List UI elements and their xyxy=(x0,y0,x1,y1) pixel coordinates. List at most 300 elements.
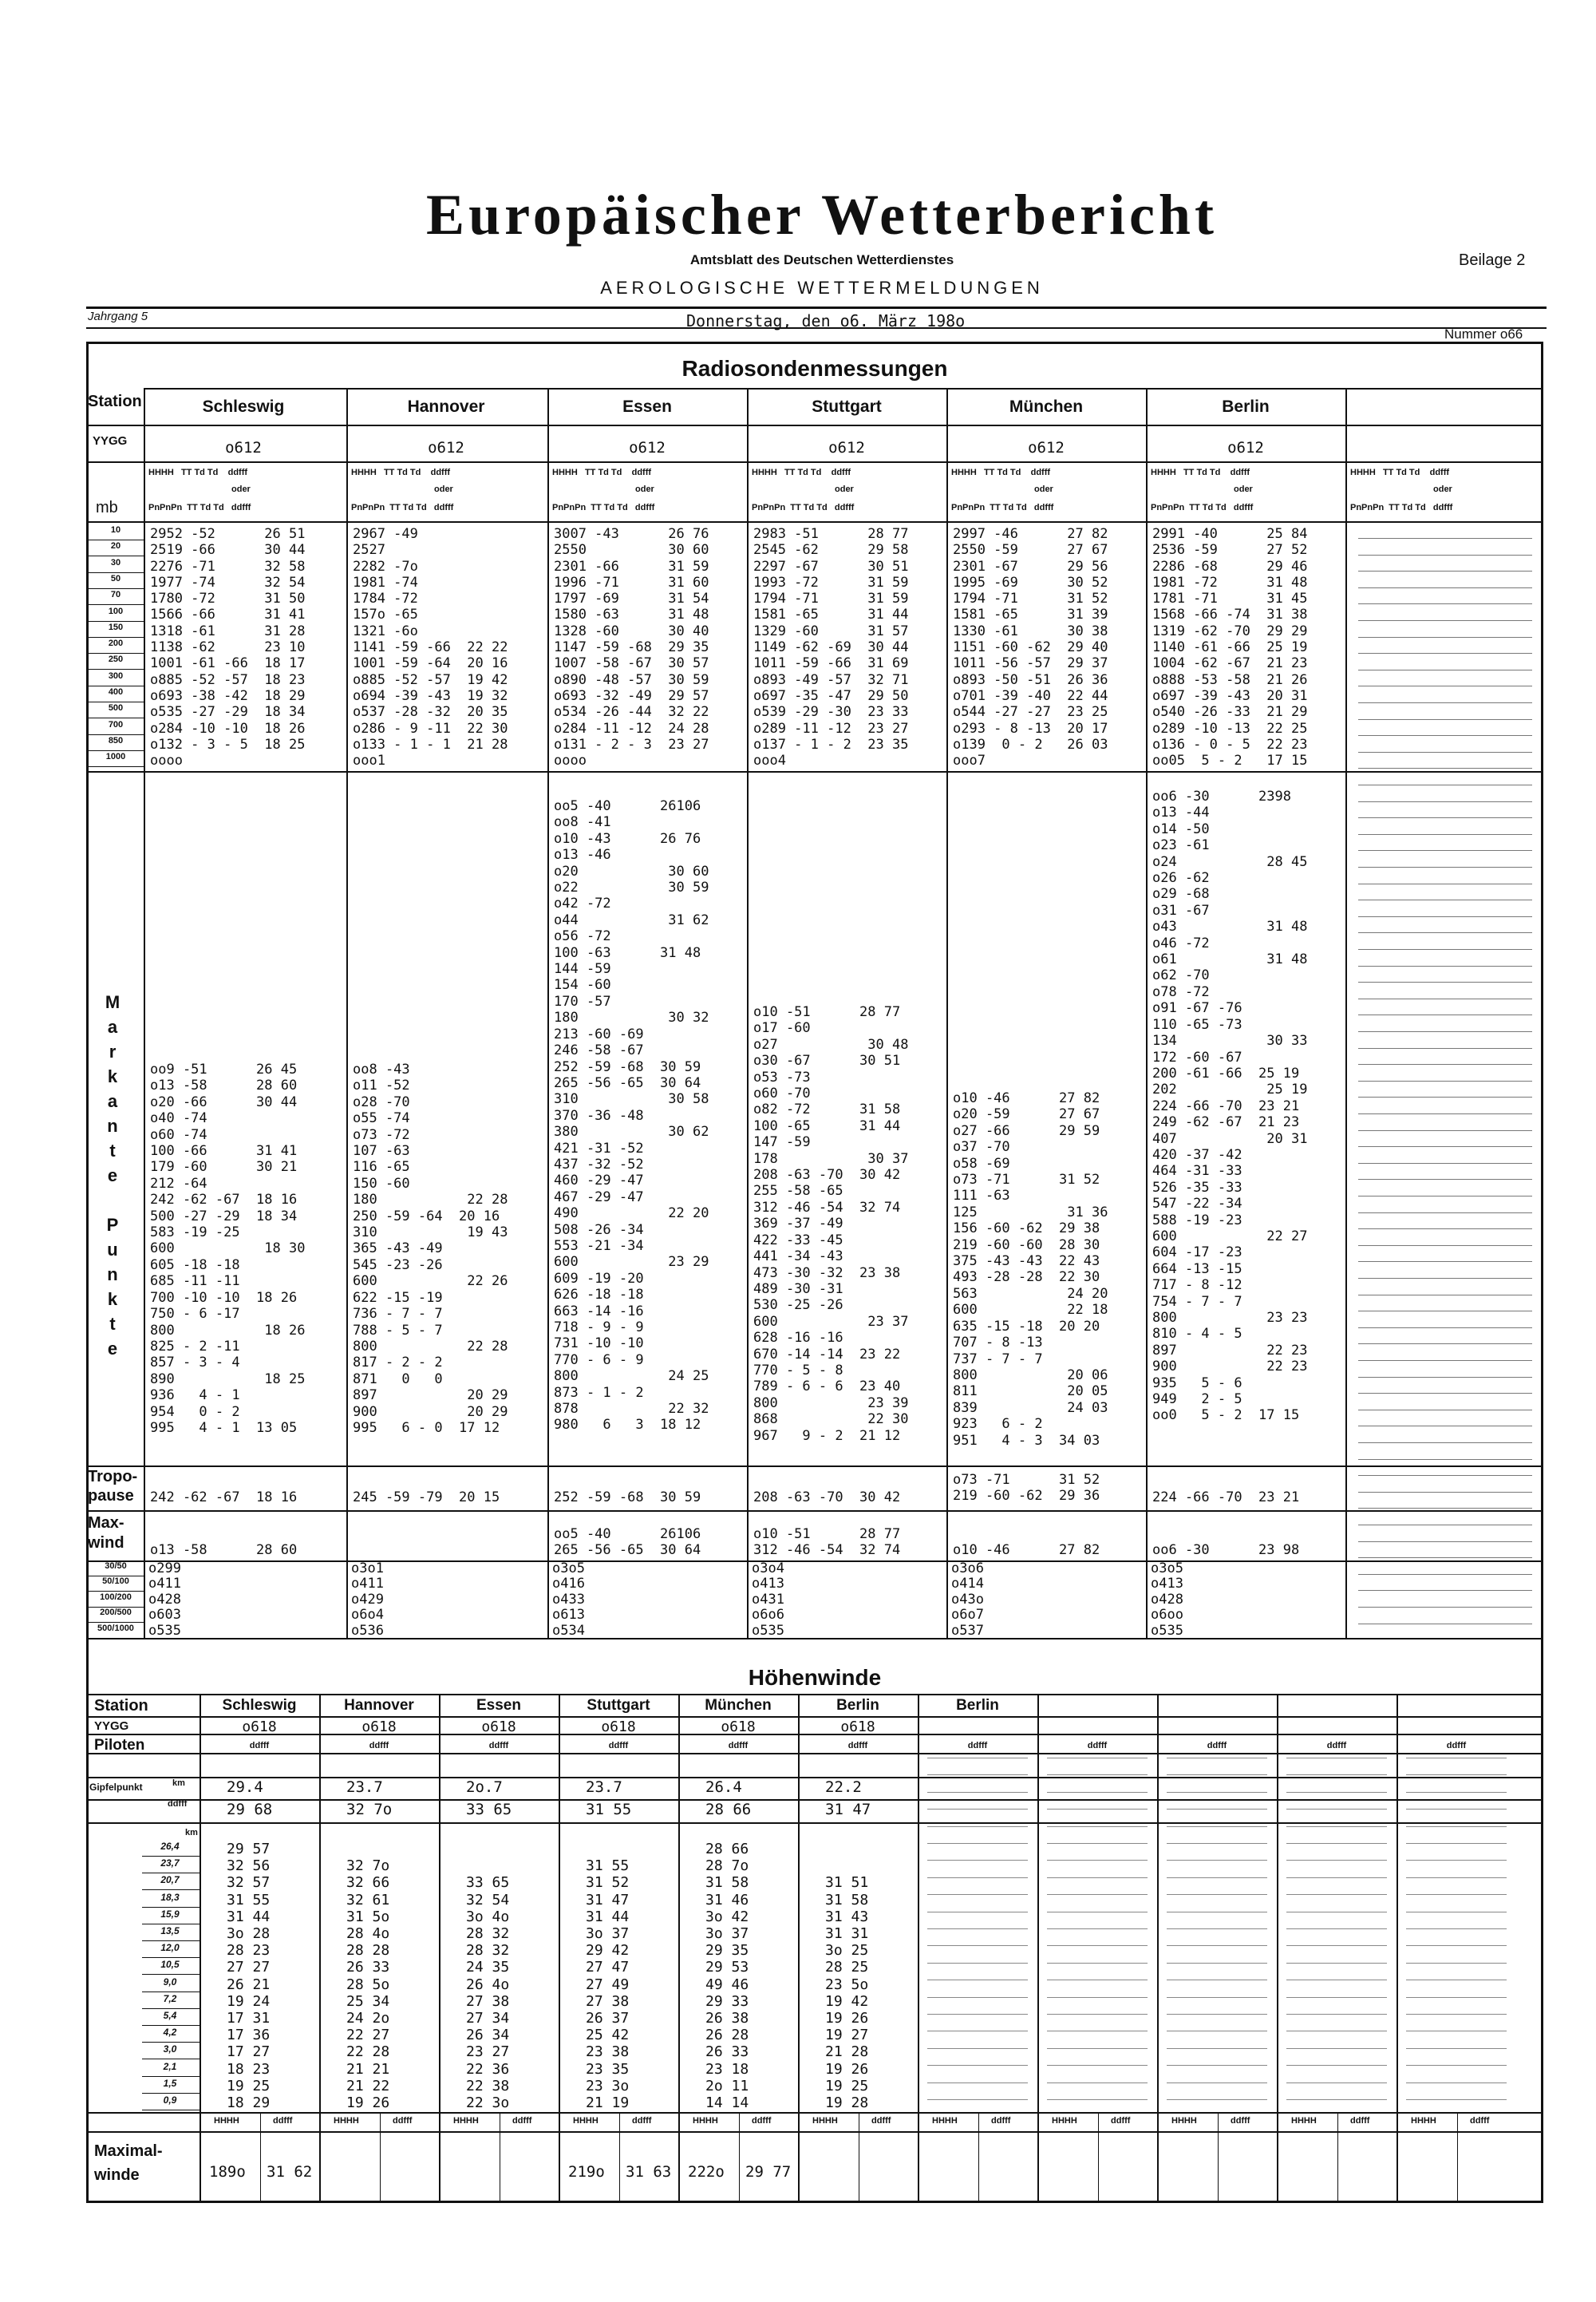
w-station-label: Station xyxy=(94,1697,148,1715)
empty-dash xyxy=(1358,1459,1532,1460)
rule-top xyxy=(86,307,1547,309)
empty-dash xyxy=(1047,1877,1148,1878)
ddfff-header: ddfff xyxy=(1350,2116,1370,2126)
level-label: 1000 xyxy=(105,752,126,762)
maxwind-values: oo5 -40 26106 265 -56 -65 30 64 xyxy=(554,1526,701,1559)
empty-dash xyxy=(927,1877,1028,1878)
std-level-values: 2997 -46 27 82 2550 -59 27 67 2301 -67 29 56 1995 -69 30 52 1794 -71 31 52 1581 -65 31 39 1330 -61 30 38 1151 -60 -62 29 40 1011 -56 -57 29 37 o893 -50 -51 26 36 o701 -39 -40 22 44 o544 -27 -27 23 25 o293 - 8 -13 20 17 o139 0 - 2 26 03 ooo7 xyxy=(953,526,1108,769)
empty-dash xyxy=(1286,1792,1387,1793)
empty-dash xyxy=(1047,1792,1148,1793)
empty-dash xyxy=(1047,1928,1148,1929)
col-head: PnPnPn TT Td Td ddfff xyxy=(148,503,251,512)
hhhh-header: HHHH xyxy=(1171,2116,1197,2126)
gipfel-km: 23.7 xyxy=(346,1778,383,1796)
level-label: 30 xyxy=(110,557,121,568)
rule xyxy=(142,1856,200,1857)
w-yygg-value: o618 xyxy=(840,1719,875,1735)
col-divider xyxy=(1157,1694,1159,2203)
ddfff-header: ddfff xyxy=(1470,2116,1490,2126)
level-label: 700 xyxy=(108,719,124,730)
rule xyxy=(86,669,144,670)
gipfel-dd: 31 47 xyxy=(825,1801,871,1818)
empty-dash xyxy=(1358,850,1532,851)
empty-dash xyxy=(1358,1228,1532,1229)
rule xyxy=(142,2025,200,2026)
ddfff-header: ddfff xyxy=(512,2116,532,2126)
empty-dash xyxy=(1406,1792,1507,1793)
col-head: oder xyxy=(835,485,854,494)
thickness-values: o3o5 o416 o433 o613 o534 xyxy=(552,1560,585,1639)
empty-dash xyxy=(1406,2099,1507,2100)
empty-dash xyxy=(1286,1945,1387,1946)
w-station-name: Hannover xyxy=(344,1697,414,1714)
thickness-label: 30/50 xyxy=(105,1561,127,1571)
empty-dash xyxy=(1286,1860,1387,1861)
empty-dash xyxy=(1358,1261,1532,1262)
rule xyxy=(86,1694,1543,1695)
empty-dash xyxy=(1358,801,1532,802)
rule xyxy=(86,1753,1543,1754)
empty-dash xyxy=(1358,1557,1532,1558)
km-level: 12,0 xyxy=(160,1942,180,1954)
col-head: PnPnPn TT Td Td ddfff xyxy=(351,503,454,512)
ddfff-header: ddfff xyxy=(1231,2116,1250,2126)
empty-dash xyxy=(1167,1894,1267,1895)
markante-values: oo5 -40 26106 oo8 -41 o10 -43 26 76 o13 -46 o20 30 60 o22 30 59 o42 -72 o44 31 62 o56 -72 100 -63 31 48 144 -59 154 -60 170 -57 180 30 32 213 -60 -69 246 -58 -67 252 -59 -68 30 59 265 -56 -65 30 64 310 30 58 370 -36 -48 380 30 62 421 -31 -52 437 -32 -52 460 -29 -47 467 -29 -47 490 22 20 508 -26 -34 553 -21 -34 600 23 29 609 -19 -20 626 -18 -18 663 -14 -16 718 - 9 - 9 731 -10 -10 770 - 6 - 9 800 24 25 873 - 1 - 2 878 22 32 980 6 3 18 12 xyxy=(554,798,709,1434)
empty-dash xyxy=(1358,916,1532,917)
ddfff-header: ddfff xyxy=(1326,1741,1347,1750)
hhhh-header: HHHH xyxy=(214,2116,239,2126)
empty-dash xyxy=(927,1792,1028,1793)
col-divider xyxy=(946,388,948,1638)
maximal-label: Maximal- winde xyxy=(94,2142,163,2184)
rule xyxy=(86,750,144,751)
wind-values: 31 55 31 52 31 47 31 44 3o 37 29 42 27 47 27 49 27 38 26 37 25 42 23 38 23 35 23 3o 21 19 xyxy=(586,1857,630,2112)
empty-dash xyxy=(1406,1860,1507,1861)
empty-dash xyxy=(1047,2099,1148,2100)
yygg-label: YYGG xyxy=(93,434,128,448)
wind-values: 28 66 28 7o 31 58 31 46 3o 42 3o 37 29 35 29 53 49 46 29 33 26 38 26 28 26 33 23 18 2o 11 14 14 xyxy=(705,1841,749,2112)
empty-dash xyxy=(1167,1826,1267,1827)
col-divider xyxy=(1345,388,1347,1638)
km-level: 0,9 xyxy=(163,2094,177,2106)
hhhh-header: HHHH xyxy=(573,2116,598,2126)
gipfel-dd: 31 55 xyxy=(586,1801,632,1818)
hhhh-header: HHHH xyxy=(932,2116,958,2126)
col-head: PnPnPn TT Td Td ddfff xyxy=(752,503,855,512)
rule xyxy=(142,2042,200,2043)
empty-dash xyxy=(1286,2014,1387,2015)
ddfff-header: ddfff xyxy=(1087,1741,1108,1750)
empty-dash xyxy=(1406,2014,1507,2015)
km-level: 23,7 xyxy=(160,1857,180,1869)
empty-dash xyxy=(1286,1997,1387,1998)
wind-values: 32 7o 32 66 32 61 31 5o 28 4o 28 28 26 33 28 5o 25 34 24 2o 22 27 22 28 21 21 21 22 19 26 xyxy=(346,1857,390,2112)
empty-dash xyxy=(1047,1860,1148,1861)
empty-dash xyxy=(927,1826,1028,1827)
empty-dash xyxy=(1167,2048,1267,2049)
empty-dash xyxy=(1358,653,1532,654)
yygg-value: o612 xyxy=(1028,439,1065,457)
tropo-values: 242 -62 -67 18 16 xyxy=(150,1489,298,1505)
thickness-values: o299 o411 o428 o603 o535 xyxy=(148,1560,181,1639)
tropo-values: 224 -66 -70 23 21 xyxy=(1152,1489,1300,1505)
yygg-value: o612 xyxy=(629,439,666,457)
empty-dash xyxy=(1167,1877,1267,1878)
gipfel-dd: 32 7o xyxy=(346,1801,393,1818)
empty-dash xyxy=(1358,834,1532,835)
empty-dash xyxy=(1286,2065,1387,2066)
page-title: Europäischer Wetterbericht xyxy=(426,183,1218,247)
rule xyxy=(86,425,1543,426)
maxwind-values: o10 -46 27 82 xyxy=(953,1542,1100,1558)
col-divider xyxy=(798,1694,800,2203)
rule xyxy=(142,1974,200,1975)
level-label: 10 xyxy=(110,525,121,535)
level-label: 300 xyxy=(108,670,124,681)
empty-dash xyxy=(1358,735,1532,736)
level-label: 400 xyxy=(108,687,124,697)
empty-dash xyxy=(1358,1245,1532,1246)
empty-dash xyxy=(1358,867,1532,868)
ddfff-header: ddfff xyxy=(632,2116,652,2126)
subtitle: Amtsblatt des Deutschen Wetterdienstes xyxy=(689,252,954,267)
rule xyxy=(144,388,1543,390)
empty-dash xyxy=(927,1997,1028,1998)
km-level: 2,1 xyxy=(163,2060,177,2072)
col-head: HHHH TT Td Td ddfff xyxy=(148,468,248,477)
col-head: HHHH TT Td Td ddfff xyxy=(1350,468,1450,477)
col-divider xyxy=(1146,388,1148,1638)
thickness-label: 50/100 xyxy=(102,1576,129,1587)
rule xyxy=(142,2008,200,2009)
empty-dash xyxy=(1406,1963,1507,1964)
col-head: oder xyxy=(635,485,654,494)
col-divider xyxy=(1277,1694,1278,2203)
issue-date: Donnerstag, den o6. März 198o xyxy=(686,311,966,330)
hhhh-header: HHHH xyxy=(1052,2116,1077,2126)
empty-dash xyxy=(1167,1963,1267,1964)
empty-dash xyxy=(1047,2082,1148,2083)
hhhh-header: HHHH xyxy=(453,2116,479,2126)
maxwind-values: o13 -58 28 60 xyxy=(150,1542,298,1558)
rule-bottom xyxy=(86,327,1547,329)
hhhh-header: HHHH xyxy=(334,2116,359,2126)
tropo-values: 252 -59 -68 30 59 xyxy=(554,1489,701,1505)
level-label: 250 xyxy=(108,655,124,665)
empty-dash xyxy=(1358,966,1532,967)
col-head: HHHH TT Td Td ddfff xyxy=(351,468,451,477)
rule xyxy=(86,1716,1543,1718)
w-yygg-value: o618 xyxy=(721,1719,756,1735)
col-divider xyxy=(144,388,145,1638)
thickness-label: 500/1000 xyxy=(97,1623,134,1633)
sub-divider xyxy=(978,2112,979,2201)
empty-dash xyxy=(1358,702,1532,703)
level-label: 500 xyxy=(108,703,124,714)
max-ddfff: 31 62 xyxy=(267,2163,313,2181)
level-label: 150 xyxy=(108,622,124,632)
max-hhhh: 222o xyxy=(688,2163,725,2181)
maxwind-label: Max- wind xyxy=(88,1514,124,1552)
col-divider xyxy=(1037,1694,1039,2203)
col-head: oder xyxy=(1234,485,1253,494)
empty-dash xyxy=(927,2048,1028,2049)
empty-dash xyxy=(1358,1081,1532,1082)
col-divider xyxy=(918,1694,919,2203)
w-station-name: Berlin xyxy=(956,1697,999,1714)
empty-dash xyxy=(1047,1997,1148,1998)
rule xyxy=(86,653,144,654)
rule xyxy=(86,621,144,622)
beilage-label: Beilage 2 xyxy=(1459,251,1526,269)
km-level: 1,5 xyxy=(163,2077,177,2089)
thickness-label: 100/200 xyxy=(100,1592,132,1602)
thickness-values: o3o6 o414 o43o o6o7 o537 xyxy=(951,1560,984,1639)
empty-dash xyxy=(1358,817,1532,818)
station-name: Essen xyxy=(622,398,672,416)
empty-dash xyxy=(1167,1997,1267,1998)
empty-dash xyxy=(1358,1607,1532,1608)
empty-dash xyxy=(1167,2082,1267,2083)
col-head: oder xyxy=(1034,485,1053,494)
yygg-value: o612 xyxy=(828,439,865,457)
rule xyxy=(86,2131,1543,2133)
hhhh-header: HHHH xyxy=(1411,2116,1436,2126)
empty-dash xyxy=(927,2014,1028,2015)
km-level: 26,4 xyxy=(160,1841,180,1852)
ddfff-header: ddfff xyxy=(728,1741,749,1750)
empty-dash xyxy=(1358,1442,1532,1443)
ddfff-header: ddfff xyxy=(1111,2116,1131,2126)
km-level: 10,5 xyxy=(160,1959,180,1971)
rule xyxy=(86,572,144,573)
gipfel-km: 26.4 xyxy=(705,1778,742,1796)
empty-dash xyxy=(1358,1492,1532,1493)
sub-divider xyxy=(380,2112,381,2201)
km-level: 3,0 xyxy=(163,2043,177,2055)
hhhh-header: HHHH xyxy=(1291,2116,1317,2126)
radio-heading: Radiosondenmessungen xyxy=(681,356,948,381)
w-station-name: Essen xyxy=(476,1697,521,1714)
w-station-name: München xyxy=(705,1697,772,1714)
col-divider xyxy=(200,1694,201,2203)
empty-dash xyxy=(1286,2082,1387,2083)
max-ddfff: 31 63 xyxy=(626,2163,672,2181)
markante-values: oo6 -30 2398 o13 -44 o14 -50 o23 -61 o24 28 45 o26 -62 o29 -68 o31 -67 o43 31 48 o46 -72 o61 31 48 o62 -70 o78 -72 o91 -67 -76 110 -65 -73 134 30 33 172 -60 -67 200 -61 -66 25 19 202 25 19 224 -66 -70 23 21 249 -62 -67 21 23 407 20 31 420 -37 -42 464 -31 -33 526 -35 -33 547 -22 -34 588 -19 -23 600 22 27 604 -17 -23 664 -13 -15 717 - 8 -12 754 - 7 - 7 800 23 23 810 - 4 - 5 897 22 23 900 22 23 935 5 - 6 949 2 - 5 oo0 5 - 2 17 15 xyxy=(1152,789,1308,1424)
rule xyxy=(86,588,144,589)
station-label: Station xyxy=(88,393,142,410)
empty-dash xyxy=(1047,1774,1148,1775)
empty-dash xyxy=(1167,2099,1267,2100)
level-label: 850 xyxy=(108,735,124,746)
empty-dash xyxy=(1167,1792,1267,1793)
empty-dash xyxy=(1286,2048,1387,2049)
col-head: oder xyxy=(434,485,453,494)
gipfel-dd: 29 68 xyxy=(227,1801,273,1818)
std-level-values: 2991 -40 25 84 2536 -59 27 52 2286 -68 29 46 1981 -72 31 48 1781 -71 31 45 1568 -66 -74 31 38 1319 -62 -70 29 29 1140 -61 -66 25 19 1004 -62 -67 21 23 o888 -53 -58 21 26 o697 -39 -43 20 31 o540 -26 -33 21 29 o289 -10 -13 22 25 o136 - 0 - 5 22 23 oo05 5 - 2 17 15 xyxy=(1152,526,1308,769)
station-name: Schleswig xyxy=(202,398,285,416)
w-yygg-value: o618 xyxy=(601,1719,636,1735)
empty-dash xyxy=(1406,1928,1507,1929)
gipfel-km: 2o.7 xyxy=(466,1778,503,1796)
empty-dash xyxy=(927,2099,1028,2100)
empty-dash xyxy=(1358,1064,1532,1065)
markante-values: o10 -46 27 82 o20 -59 27 67 o27 -66 29 59 o37 -70 o58 -69 o73 -71 31 52 111 -63 125 31 36 156 -60 -62 29 38 219 -60 -60 28 30 375 -43 -43 22 43 493 -28 -28 22 30 563 24 20 600 22 18 635 -15 -18 20 20 707 - 8 -13 737 - 7 - 7 800 20 06 811 20 05 839 24 03 923 6 - 2 951 4 - 3 34 03 xyxy=(953,1090,1108,1449)
ddfff-header: ddfff xyxy=(608,1741,629,1750)
empty-dash xyxy=(1406,2048,1507,2049)
yygg-value: o612 xyxy=(1227,439,1264,457)
empty-dash xyxy=(1358,1113,1532,1114)
col-head: PnPnPn TT Td Td ddfff xyxy=(1151,503,1254,512)
km-level: 4,2 xyxy=(163,2027,177,2039)
rule xyxy=(142,2076,200,2077)
piloten-label: Piloten xyxy=(94,1737,145,1754)
empty-dash xyxy=(1286,1826,1387,1827)
col-divider xyxy=(346,388,348,1638)
empty-dash xyxy=(927,1928,1028,1929)
station-name: Stuttgart xyxy=(812,398,882,416)
empty-dash xyxy=(1358,1475,1532,1476)
max-hhhh: 219o xyxy=(568,2163,605,2181)
rule xyxy=(86,1465,1543,1467)
empty-dash xyxy=(1358,1574,1532,1575)
gipfel-km-label: km xyxy=(172,1778,185,1788)
w-station-name: Stuttgart xyxy=(587,1697,650,1714)
std-level-values: 2967 -49 2527 2282 -7o 1981 -74 1784 -72 157o -65 1321 -6o 1141 -59 -66 22 22 1001 -59 -64 20 16 o885 -52 -57 19 42 o694 -39 -43 19 32 o537 -28 -32 20 35 o286 - 9 -11 22 30 o133 - 1 - 1 21 28 ooo1 xyxy=(353,526,508,769)
rule xyxy=(142,1907,200,1908)
issue-number: Nummer o66 xyxy=(1444,326,1523,342)
ddfff-header: ddfff xyxy=(847,1741,868,1750)
rule xyxy=(86,1560,1543,1562)
yygg-value: o612 xyxy=(225,439,262,457)
tropo-values: o73 -71 31 52 219 -60 -62 29 36 xyxy=(953,1472,1100,1505)
empty-dash xyxy=(1358,1146,1532,1147)
empty-dash xyxy=(1047,1809,1148,1810)
sub-divider xyxy=(1337,2112,1338,2201)
empty-dash xyxy=(927,1860,1028,1861)
empty-dash xyxy=(1406,1894,1507,1895)
empty-dash xyxy=(1358,1590,1532,1591)
rule xyxy=(86,1822,1543,1824)
ddfff-header: ddfff xyxy=(1446,1741,1467,1750)
empty-dash xyxy=(1358,620,1532,621)
empty-dash xyxy=(927,1774,1028,1775)
max-hhhh: 189o xyxy=(209,2163,246,2181)
col-divider xyxy=(439,1694,440,2203)
empty-dash xyxy=(1358,1212,1532,1213)
empty-dash xyxy=(1358,949,1532,950)
col-divider xyxy=(747,388,749,1638)
thickness-values: o3o4 o413 o431 o6o6 o535 xyxy=(752,1560,784,1639)
sub-divider xyxy=(1457,2112,1458,2201)
rule xyxy=(142,2093,200,2094)
col-head: oder xyxy=(1433,485,1452,494)
hhhh-header: HHHH xyxy=(812,2116,838,2126)
maxwind-values: o10 -51 28 77 312 -46 -54 32 74 xyxy=(753,1526,901,1559)
rule xyxy=(86,2201,1543,2203)
empty-dash xyxy=(1286,1774,1387,1775)
wind-values: 29 57 32 56 32 57 31 55 31 44 3o 28 28 23 27 27 26 21 19 24 17 31 17 36 17 27 18 23 19 25 18 29 xyxy=(227,1841,271,2112)
empty-dash xyxy=(1286,1928,1387,1929)
jahrgang: Jahrgang 5 xyxy=(88,310,148,323)
empty-dash xyxy=(1406,1997,1507,1998)
empty-dash xyxy=(1167,1843,1267,1844)
gipfel-dd: 28 66 xyxy=(705,1801,752,1818)
w-station-name: Schleswig xyxy=(222,1697,297,1714)
rule xyxy=(86,1799,1543,1801)
empty-dash xyxy=(1358,1163,1532,1164)
empty-dash xyxy=(1406,1843,1507,1844)
empty-dash xyxy=(1286,1809,1387,1810)
empty-dash xyxy=(1358,1360,1532,1361)
sub-divider xyxy=(619,2112,620,2201)
markante-label: M a r k a n t e P u n k t e xyxy=(105,992,120,1359)
empty-dash xyxy=(1358,932,1532,933)
empty-dash xyxy=(1286,2099,1387,2100)
empty-dash xyxy=(1358,1278,1532,1279)
gipfel-dd: 33 65 xyxy=(466,1801,512,1818)
empty-dash xyxy=(1358,637,1532,638)
gipfel-km: 22.2 xyxy=(825,1778,862,1796)
rule xyxy=(86,1510,1543,1512)
empty-dash xyxy=(1358,555,1532,556)
empty-dash xyxy=(1286,1843,1387,1844)
empty-dash xyxy=(1286,1877,1387,1878)
ddfff-header: ddfff xyxy=(991,2116,1011,2126)
maxwind-values: oo6 -30 23 98 xyxy=(1152,1542,1300,1558)
empty-dash xyxy=(1358,587,1532,588)
section-title: AEROLOGISCHE WETTERMELDUNGEN xyxy=(600,278,1044,298)
mb-label: mb xyxy=(96,499,118,516)
ddfff-header: ddfff xyxy=(369,1741,389,1750)
ddfff-header: ddfff xyxy=(488,1741,509,1750)
rule xyxy=(86,766,144,767)
empty-dash xyxy=(1358,1377,1532,1378)
col-divider xyxy=(678,1694,680,2203)
empty-dash xyxy=(1047,1843,1148,1844)
rule xyxy=(142,1889,200,1890)
rule xyxy=(86,1638,1543,1639)
km-level: 7,2 xyxy=(163,1992,177,2004)
empty-dash xyxy=(927,1945,1028,1946)
ddfff-header: ddfff xyxy=(752,2116,772,2126)
std-level-values: 2983 -51 28 77 2545 -62 29 58 2297 -67 30 51 1993 -72 31 59 1794 -71 31 59 1581 -65 31 44 1329 -60 31 57 1149 -62 -69 30 44 1011 -59 -66 31 69 o893 -49 -57 32 71 o697 -35 -47 29 50 o539 -29 -30 23 33 o289 -11 -12 23 27 o137 - 1 - 2 23 35 ooo4 xyxy=(753,526,909,769)
station-name: Hannover xyxy=(407,398,485,416)
tropo-values: 208 -63 -70 30 42 xyxy=(753,1489,901,1505)
gipfel-dd-label: ddfff xyxy=(168,1799,188,1809)
col-divider xyxy=(547,388,549,1638)
rule xyxy=(86,461,1543,463)
empty-dash xyxy=(927,2065,1028,2066)
empty-dash xyxy=(1406,1774,1507,1775)
station-name: Berlin xyxy=(1222,398,1270,416)
empty-dash xyxy=(1406,1945,1507,1946)
level-label: 200 xyxy=(108,639,124,649)
rule xyxy=(86,521,1543,523)
sub-divider xyxy=(260,2112,261,2201)
hhhh-header: HHHH xyxy=(693,2116,718,2126)
max-ddfff: 29 77 xyxy=(745,2163,792,2181)
rule xyxy=(86,771,1543,773)
km-level: 20,7 xyxy=(160,1874,180,1886)
sub-divider xyxy=(1098,2112,1099,2201)
level-label: 70 xyxy=(110,590,121,600)
empty-dash xyxy=(1358,1130,1532,1131)
thickness-label: 200/500 xyxy=(100,1608,132,1618)
rule xyxy=(86,1777,1543,1778)
col-head: PnPnPn TT Td Td ddfff xyxy=(552,503,655,512)
